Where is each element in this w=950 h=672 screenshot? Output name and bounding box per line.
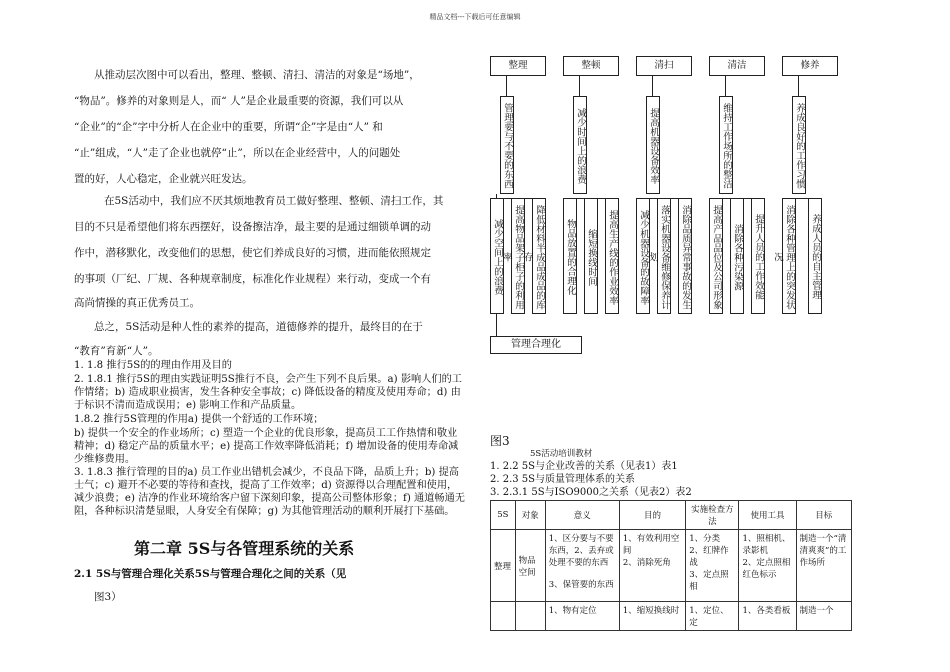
mid-box-4: 维持工作场所的整洁	[719, 96, 733, 194]
table-header-cell: 对象	[515, 501, 545, 530]
bottom-box: 减少机器设备的故障率	[636, 198, 650, 314]
right-list-title: 5S活动培训教材	[530, 449, 593, 459]
paragraph-line: 置的好，人心稳定，企业就兴旺发达。	[74, 173, 253, 185]
bottom-box: 消除品质异常事故的发生	[678, 198, 692, 314]
table-header-row	[491, 501, 852, 530]
table-header-cell: 使用工具	[739, 501, 796, 530]
bottom-box: 降低材料半成品成品的库存	[532, 198, 546, 314]
numbered-item: 1. 1.8 推行5S的的理由作用及目的	[74, 360, 232, 371]
paragraph-line: 高尚情操的真正优秀员工。	[74, 297, 200, 309]
table-cell: 1、区分要与不要东西，2、丢弃或处理不要的东西 3、保管要的东西	[545, 530, 619, 602]
right-list-item: 3. 2.3.1 5S与ISO9000之关系（见表2）表2	[490, 487, 692, 498]
bottom-box: 提高产品品位及公司形象	[709, 198, 723, 314]
bottom-box: 消除各种污染源	[730, 198, 744, 314]
bottom-box: 物品放置的合理化	[563, 198, 577, 314]
bottom-box: 落实机器设备维修保养计划	[657, 198, 671, 314]
paragraph-line: “止”组成，“人”走了企业也就停“止”，所以在企业经营中，人的问题处	[74, 147, 401, 159]
top-box-seiketsu: 清洁	[709, 56, 765, 76]
mid-box-5: 养成良好的工作习惯	[792, 96, 806, 194]
paragraph-line: 在5S活动中，我们应不厌其烦地教育员工做好整理、整顿、清扫工作，其	[104, 195, 444, 207]
paragraph-line: 作中，潜移默化，改变他们的思想，使它们养成良好的习惯，进而能依照规定	[74, 247, 431, 259]
paragraph-line: “物品”。修养的对象则是人，而“ 人”是企业最重要的资源，我们可以从	[74, 95, 404, 107]
table-header-cell: 意义	[545, 501, 619, 530]
numbered-item: 2. 1.8.1 推行5S的理由实践证明5S推行不良，会产生下列不良后果。a) 影响人们的工作情绪；b) 造成职业损害，发生各种安全事故；c) 降低设备的精度及使用寿命；d) 由于标识不清而造成误用；e) 影响工作和产品质量。	[74, 374, 462, 411]
paragraph-line: 的事项（厂纪、厂规、各种规章制度，标准化作业规程）来行动，变成一个有	[74, 273, 431, 285]
top-box-seiri: 整理	[490, 56, 546, 76]
numbered-item: b) 提供一个安全的作业场所；c) 塑造一个企业的优良形象，提高员工工作热情和敬业精神；d) 稳定产品的质量水平；e) 提高工作效率降低消耗；f) 增加设备的使用寿命减少维修费用。	[74, 428, 459, 465]
numbered-item: 3. 1.8.3 推行管理的目的a) 员工作业出错机会减少，不良品下降，品质上升；b) 提高士气；c) 避开不必要的等待和查找，提高了工作效率；d) 资源得以合理配置和使用，减少浪费；e) 洁净的作业环境给客户留下深刻印象，提高公司整体形象；f) 通道畅通无阻，各种标识清楚显眼，人身安全有保障；g) 为其他管理活动的顺利开展打下基础。	[74, 467, 465, 517]
table-cell: 制造一个“清清爽爽”的工作场所	[796, 530, 851, 602]
table-cell	[515, 602, 545, 631]
table-row	[491, 602, 852, 631]
table-cell: 物品空间	[515, 530, 545, 602]
chapter-title: 第二章 5S与各管理系统的关系	[134, 539, 355, 558]
bottom-box: 消除各种管理上的突发状况	[782, 198, 796, 314]
paragraph-line: 目的不只是希望他们将东西摆好，设备擦洁净，最主要的是通过细锁单调的动	[74, 221, 431, 233]
table-cell: 1、各类看板	[739, 602, 796, 631]
figure-caption: 图3	[490, 434, 510, 448]
paragraph-line: 总之，5S活动是种人性的素养的提高，道德修养的提升，最终目的在于	[94, 321, 423, 333]
table-header-cell: 实施检查方法	[686, 501, 739, 530]
top-box-seiton: 整顿	[563, 56, 619, 76]
table-cell: 整理	[491, 530, 516, 602]
bottom-box: 提升人员的工作效能	[751, 198, 765, 314]
section-heading: 2.1 5S与管理合理化关系5S与管理合理化之间的关系（见	[74, 568, 347, 580]
table-cell: 1、有效利用空间 2、消除死角	[619, 530, 685, 602]
table-header-cell: 目的	[619, 501, 685, 530]
bottom-box: 缩短换线时间	[584, 198, 598, 314]
table-cell: 1、分类 2、红牌作战 3、定点照相	[686, 530, 739, 602]
bottom-box: 提高生产线的作业效率	[605, 198, 619, 314]
right-list-item: 1. 2.2 5S与企业改善的关系（见表1）表1	[490, 461, 678, 472]
bottom-box: 减少空间上的浪费	[490, 198, 504, 314]
mid-box-1: 管理要与不要的东西	[500, 96, 514, 194]
table-header-cell: 目标	[796, 501, 851, 530]
paragraph-line: 从推动层次图中可以看出，整理、整顿、清扫、清洁的对象是“场地”，	[94, 69, 420, 81]
numbered-item: 1.8.2 推行5S管理的作用a) 提供一个舒适的工作环境；	[74, 414, 324, 425]
section-continuation: 图3）	[94, 591, 122, 603]
table-row	[491, 530, 852, 602]
table-cell: 1、照相机、录影机 2、定点照相红色标示	[739, 530, 796, 602]
mid-box-3: 提高机器设备效率	[646, 96, 660, 194]
mid-box-2: 减少时间上的浪费	[573, 96, 587, 194]
table-2	[490, 500, 852, 631]
bottom-label-box: 管理合理化	[490, 336, 582, 354]
bottom-box: 养成人员的自主管理	[808, 198, 822, 314]
page-header: 精品文档---下载后可任意编辑	[429, 13, 521, 21]
right-list-item: 2. 2.3 5S与质量管理体系的关系	[490, 474, 636, 485]
table-cell	[491, 602, 516, 631]
top-box-seiso: 清扫	[636, 56, 692, 76]
table-cell: 1、缩短换线时	[619, 602, 685, 631]
paragraph-line: “教育”育新“人”。	[74, 345, 159, 357]
paragraph-line: “企业”的“企”字中分析人在企业中的重要，所谓“企”字是由“人” 和	[74, 121, 383, 133]
table-header-cell: 5S	[491, 501, 516, 530]
top-box-shitsuke: 修养	[782, 56, 838, 76]
table-cell: 1、物有定位	[545, 602, 619, 631]
table-cell: 1、定位、定	[686, 602, 739, 631]
table-cell: 制造一个	[796, 602, 851, 631]
bottom-box: 提高物品架子柜子的利用率	[511, 198, 525, 314]
